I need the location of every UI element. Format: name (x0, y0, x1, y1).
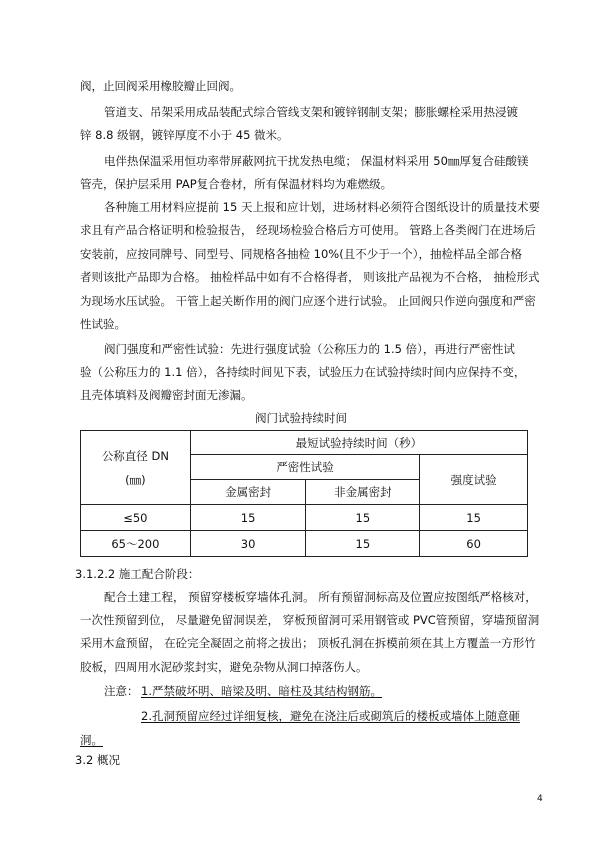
header-nominal-diameter (81, 431, 191, 505)
next-section-heading: 3.2 概况 (75, 753, 120, 767)
text-line: 为现场水压试验。 干管上起关断作用的阀门应逐个进行试验。 止回阀只作逆向强度和严密 (80, 294, 536, 308)
note-item: 1.严禁破坏明、暗梁及明、暗柱及其结构钢筋。 (141, 684, 382, 698)
note-item: 2.孔洞预留应经过详细复核，避免在浇注后或砌筑后的楼板或墙体上随意砸 (141, 709, 520, 723)
text-line: 阀，止回阀采用橡胶瓣止回阀。 (80, 79, 241, 93)
text-line: 求且有产品合格证明和检验报告， 经现场检验合格后方可使用。 管路上各类阀门在进场后 (80, 223, 536, 237)
table-caption: 阀门试验持续时间 (255, 411, 347, 425)
valve-test-table (80, 430, 528, 557)
cell-strength: 60 (420, 531, 528, 557)
cell-metal: 15 (190, 505, 306, 531)
header-dn-unit: (㎜) (125, 472, 146, 487)
text-line: 者则该批产品即为合格。 抽检样品中如有不合格得者， 则该批产品视为不合格， 抽检形式 (80, 270, 540, 284)
header-nonmetal-seal: 非金属密封 (306, 480, 420, 505)
text-line: 管壳，保护层采用 PAP复合卷材，所有保温材料均为难燃级。 (80, 177, 393, 191)
cell-nonmetal: 15 (306, 505, 420, 531)
text-line: 一次性预留到位， 尽量避免留洞误差， 穿板预留洞可采用钢管或 PVC管预留，穿墙预留洞 (80, 613, 540, 627)
text-line: 胶板，四周用水泥砂浆封实，避免杂物从洞口掉落伤人。 (80, 660, 368, 674)
text-line: 电伴热保温采用恒功率带屏蔽网抗干扰发热电缆； 保温材料采用 50㎜厚复合硅酸镁 (104, 154, 529, 168)
table-row (81, 531, 528, 557)
text-line: 配合土建工程， 预留穿楼板穿墙体孔洞。 所有预留洞标高及位置应按图纸严格核对， (104, 590, 537, 604)
cell-metal: 30 (190, 531, 306, 557)
text-line: 管道支、吊架采用成品装配式综合管线支架和镀锌钢制支架；膨胀螺栓采用热浸镀 (104, 105, 518, 119)
table-row (81, 505, 528, 531)
note-label: 注意： (104, 684, 139, 698)
note-item-continued: 洞。 (80, 733, 103, 747)
cell-nonmetal: 15 (306, 531, 420, 557)
text-line: 性试验。 (80, 317, 126, 331)
cell-dn: ≤50 (81, 505, 191, 531)
text-line: 各种施工用材料应提前 15 天上报和应计划，进场材料必须符合图纸设计的质量技术要 (104, 200, 540, 214)
text-line: 且壳体填料及阀瓣密封面无渗漏。 (80, 388, 253, 402)
text-line: 验（公称压力的 1.1 倍），各持续时间见下表，试验压力在试验持续时间内应保持不变， (80, 365, 526, 379)
header-metal-seal: 金属密封 (190, 480, 306, 505)
header-tightness-test: 严密性试验 (190, 455, 419, 480)
text-line: 采用木盒预留， 在砼完全凝固之前将之拔出； 顶板孔洞在拆模前须在其上方覆盖一方形竹 (80, 636, 536, 650)
header-min-duration: 最短试验持续时间（秒） (190, 431, 527, 455)
text-line: 阀门强度和严密性试验：先进行强度试验（公称压力的 1.5 倍），再进行严密性试 (104, 342, 515, 356)
section-heading: 3.1.2.2 施工配合阶段： (75, 567, 200, 581)
page-number: 4 (537, 794, 543, 804)
text-line: 安装前，应按同牌号、同型号、同规格各抽检 10%(且不少于一个），抽检样品全部合格 (80, 247, 522, 261)
header-dn-label: 公称直径 DN (101, 448, 169, 463)
text-line: 锌 8.8 级钢，镀锌厚度不小于 45 微米。 (80, 128, 289, 142)
cell-strength: 15 (420, 505, 528, 531)
cell-dn: 65～200 (81, 531, 191, 557)
header-strength-test: 强度试验 (420, 455, 528, 505)
